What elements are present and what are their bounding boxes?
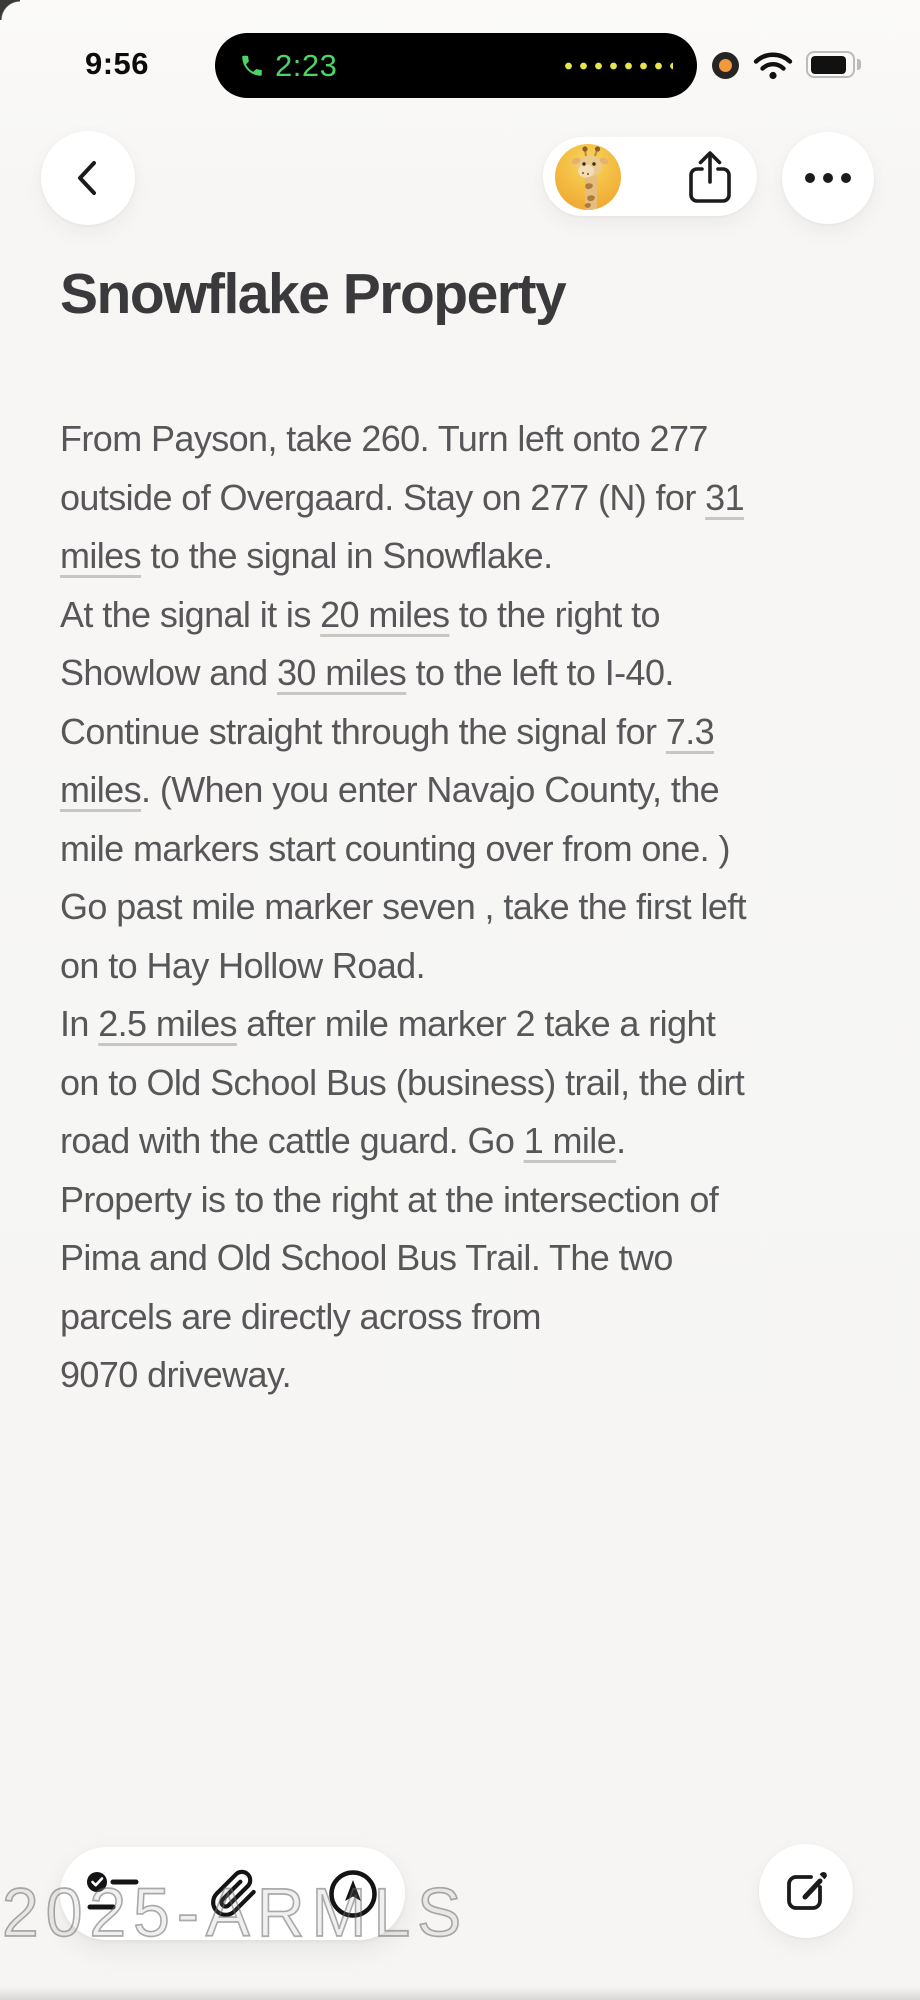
- note-text-segment: Continue straight through the signal for: [60, 710, 666, 752]
- call-timer: 2:23: [275, 47, 338, 83]
- note-text-segment: parcels are directly across from: [60, 1295, 541, 1337]
- status-time: 9:56: [84, 46, 150, 81]
- notes-toolbar: [60, 1847, 405, 1940]
- note-text-line: [60, 527, 880, 586]
- note-text-segment: In: [60, 1003, 99, 1044]
- battery-icon: [806, 51, 855, 78]
- note-text-line: [60, 1054, 880, 1113]
- share-icon[interactable]: [687, 149, 733, 205]
- screenshot-corner-artifact: [0, 0, 20, 20]
- note-text-line: [60, 995, 880, 1054]
- note-text-line: [60, 1112, 880, 1171]
- note-text-segment: Property is to the right at the intersection of: [60, 1178, 719, 1220]
- compose-icon: [781, 1866, 831, 1916]
- wifi-icon: [752, 50, 794, 80]
- phone-icon: [239, 53, 265, 79]
- note-link-segment[interactable]: 31: [705, 476, 744, 518]
- dynamic-island-call-pill[interactable]: [215, 33, 697, 98]
- note-title: Snowflake Property: [60, 262, 566, 326]
- note-text-segment: to the signal in Snowflake.: [141, 535, 553, 576]
- note-text-line: [60, 1229, 880, 1288]
- more-options-button[interactable]: [782, 132, 874, 224]
- note-text-segment: to the right to: [449, 593, 660, 635]
- note-text-line: [60, 820, 880, 879]
- note-link-segment[interactable]: miles: [60, 769, 142, 810]
- mic-activity-dots-icon: [561, 62, 673, 70]
- recording-indicator-icon: [712, 52, 739, 79]
- note-body: [60, 410, 880, 1405]
- note-text-line: [60, 937, 880, 996]
- note-text-line: [60, 410, 880, 469]
- avatar[interactable]: [555, 144, 621, 210]
- note-text-line: [60, 1346, 880, 1405]
- note-text-segment: outside of Overgaard. Stay on 277 (N) for: [60, 476, 706, 518]
- bottom-edge-strip: [0, 1986, 920, 2000]
- giraffe-memoji-icon: [555, 144, 621, 210]
- note-link-segment[interactable]: miles: [60, 535, 142, 576]
- call-status: [239, 48, 337, 84]
- ellipsis-icon: [805, 173, 815, 183]
- note-link-segment[interactable]: 20 miles: [320, 593, 450, 635]
- note-text-segment: Pima and Old School Bus Trail. The two: [60, 1237, 673, 1278]
- back-button[interactable]: [41, 131, 135, 225]
- paperclip-icon: [209, 1868, 259, 1920]
- note-text-segment: 9070 driveway.: [60, 1354, 292, 1395]
- note-text-segment: Showlow and: [60, 652, 277, 693]
- note-text-line: [60, 703, 880, 762]
- note-text-segment: to the left to I-40.: [406, 652, 674, 693]
- compose-button[interactable]: [759, 1844, 853, 1938]
- pencil-circle-icon: [327, 1868, 379, 1920]
- note-text-line: [60, 1171, 880, 1230]
- note-text-line: [60, 469, 880, 528]
- note-text-line: [60, 586, 880, 645]
- note-link-segment[interactable]: 1 mile: [523, 1120, 617, 1161]
- checklist-icon: [86, 1869, 140, 1919]
- note-text-segment: road with the cattle guard. Go: [60, 1120, 524, 1161]
- note-text-line: [60, 761, 880, 820]
- pencil-tools-button[interactable]: [327, 1868, 379, 1920]
- note-text-segment: . (When you enter Navajo County, the: [141, 769, 720, 810]
- note-link-segment[interactable]: 30 miles: [276, 652, 407, 693]
- note-text-line: [60, 644, 880, 703]
- note-text-segment: on to Hay Hollow Road.: [60, 944, 425, 986]
- note-text-segment: mile markers start counting over from one. ): [60, 827, 730, 869]
- chevron-left-icon: [68, 156, 108, 200]
- checklist-button[interactable]: [86, 1869, 140, 1919]
- note-text-segment: Go past mile marker seven , take the first left: [60, 886, 747, 927]
- note-text-segment: on to Old School Bus (business) trail, the dirt: [60, 1061, 745, 1103]
- attachment-button[interactable]: [209, 1868, 259, 1920]
- note-text-line: [60, 1288, 880, 1347]
- note-text-segment: after mile marker 2 take a right: [236, 1003, 716, 1044]
- note-text-segment: At the signal it is: [60, 593, 321, 635]
- note-text-segment: .: [616, 1120, 626, 1161]
- note-text-line: [60, 878, 880, 937]
- note-link-segment[interactable]: 2.5 miles: [98, 1003, 237, 1044]
- note-link-segment[interactable]: 7.3: [665, 710, 715, 752]
- note-text-segment: From Payson, take 260. Turn left onto 277: [60, 418, 708, 459]
- collaboration-share-pill: [543, 137, 757, 216]
